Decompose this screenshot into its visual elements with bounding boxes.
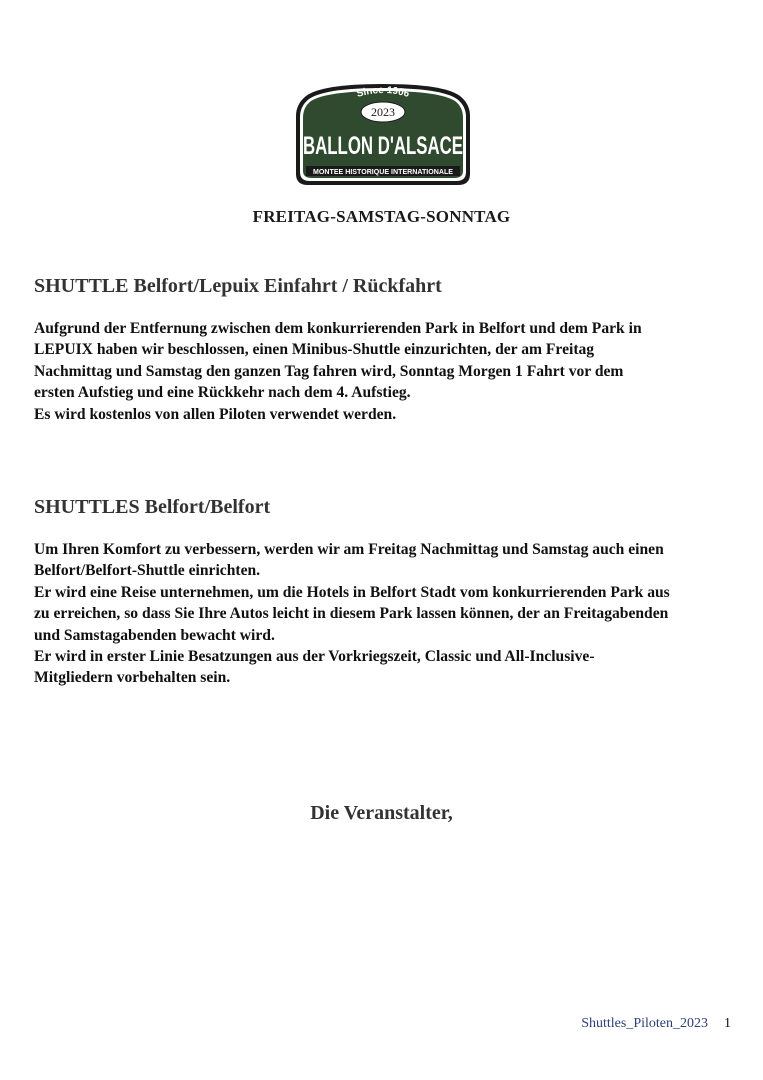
footer-filename: Shuttles_Piloten_2023 bbox=[581, 1016, 708, 1031]
body-line: LEPUIX haben wir beschlossen, einen Minibus-Shuttle einzurichten, der am Freitag bbox=[34, 341, 595, 359]
logo-name: BALLON D'ALSACE bbox=[303, 132, 463, 160]
page-footer bbox=[581, 1016, 731, 1032]
days-heading: FREITAG-SAMSTAG-SONNTAG bbox=[252, 207, 511, 226]
body-line: Es wird kostenlos von allen Piloten verwendet werden. bbox=[34, 405, 397, 423]
page-number: 1 bbox=[724, 1016, 731, 1031]
logo-year: 2023 bbox=[371, 105, 395, 119]
body-line: Belfort/Belfort-Shuttle einrichten. bbox=[34, 562, 261, 580]
section-body bbox=[34, 318, 734, 425]
section-heading: SHUTTLES Belfort/Belfort bbox=[34, 496, 271, 518]
body-line: zu erreichen, so dass Sie Ihre Autos leicht in diesem Park lassen können, der an Freitagabenden bbox=[34, 605, 669, 623]
organizers-signature: Die Veranstalter, bbox=[310, 802, 453, 824]
logo-since-text: Since 1906 bbox=[355, 84, 411, 100]
body-line: Mitgliedern vorbehalten sein. bbox=[34, 669, 231, 687]
rally-plate-graphic bbox=[292, 82, 474, 188]
body-line: Nachmittag und Samstag den ganzen Tag fahren wird, Sonntag Morgen 1 Fahrt vor dem bbox=[34, 362, 624, 380]
section-shuttle-belfort bbox=[34, 494, 734, 689]
section-heading: SHUTTLE Belfort/Lepuix Einfahrt / Rückfahrt bbox=[34, 275, 442, 297]
body-line: Um Ihren Komfort zu verbessern, werden wir am Freitag Nachmittag und Samstag auch einen bbox=[34, 541, 664, 558]
body-line: Aufgrund der Entfernung zwischen dem konkurrierenden Park in Belfort und dem Park in bbox=[34, 320, 642, 337]
body-line: ersten Aufstieg und eine Rückkehr nach dem 4. Aufstieg. bbox=[34, 384, 411, 402]
body-line: und Samstagabenden bewacht wird. bbox=[34, 626, 275, 644]
body-line: Er wird eine Reise unternehmen, um die Hotels in Belfort Stadt vom konkurrierenden Park aus bbox=[34, 583, 670, 601]
section-shuttle-lepuix bbox=[34, 273, 734, 425]
section-body bbox=[34, 539, 734, 689]
body-line: Er wird in erster Linie Besatzungen aus der Vorkriegszeit, Classic und All-Inclusive- bbox=[34, 648, 595, 666]
event-logo bbox=[292, 82, 474, 188]
logo-tagline: MONTEE HISTORIQUE INTERNATIONALE bbox=[313, 169, 454, 176]
